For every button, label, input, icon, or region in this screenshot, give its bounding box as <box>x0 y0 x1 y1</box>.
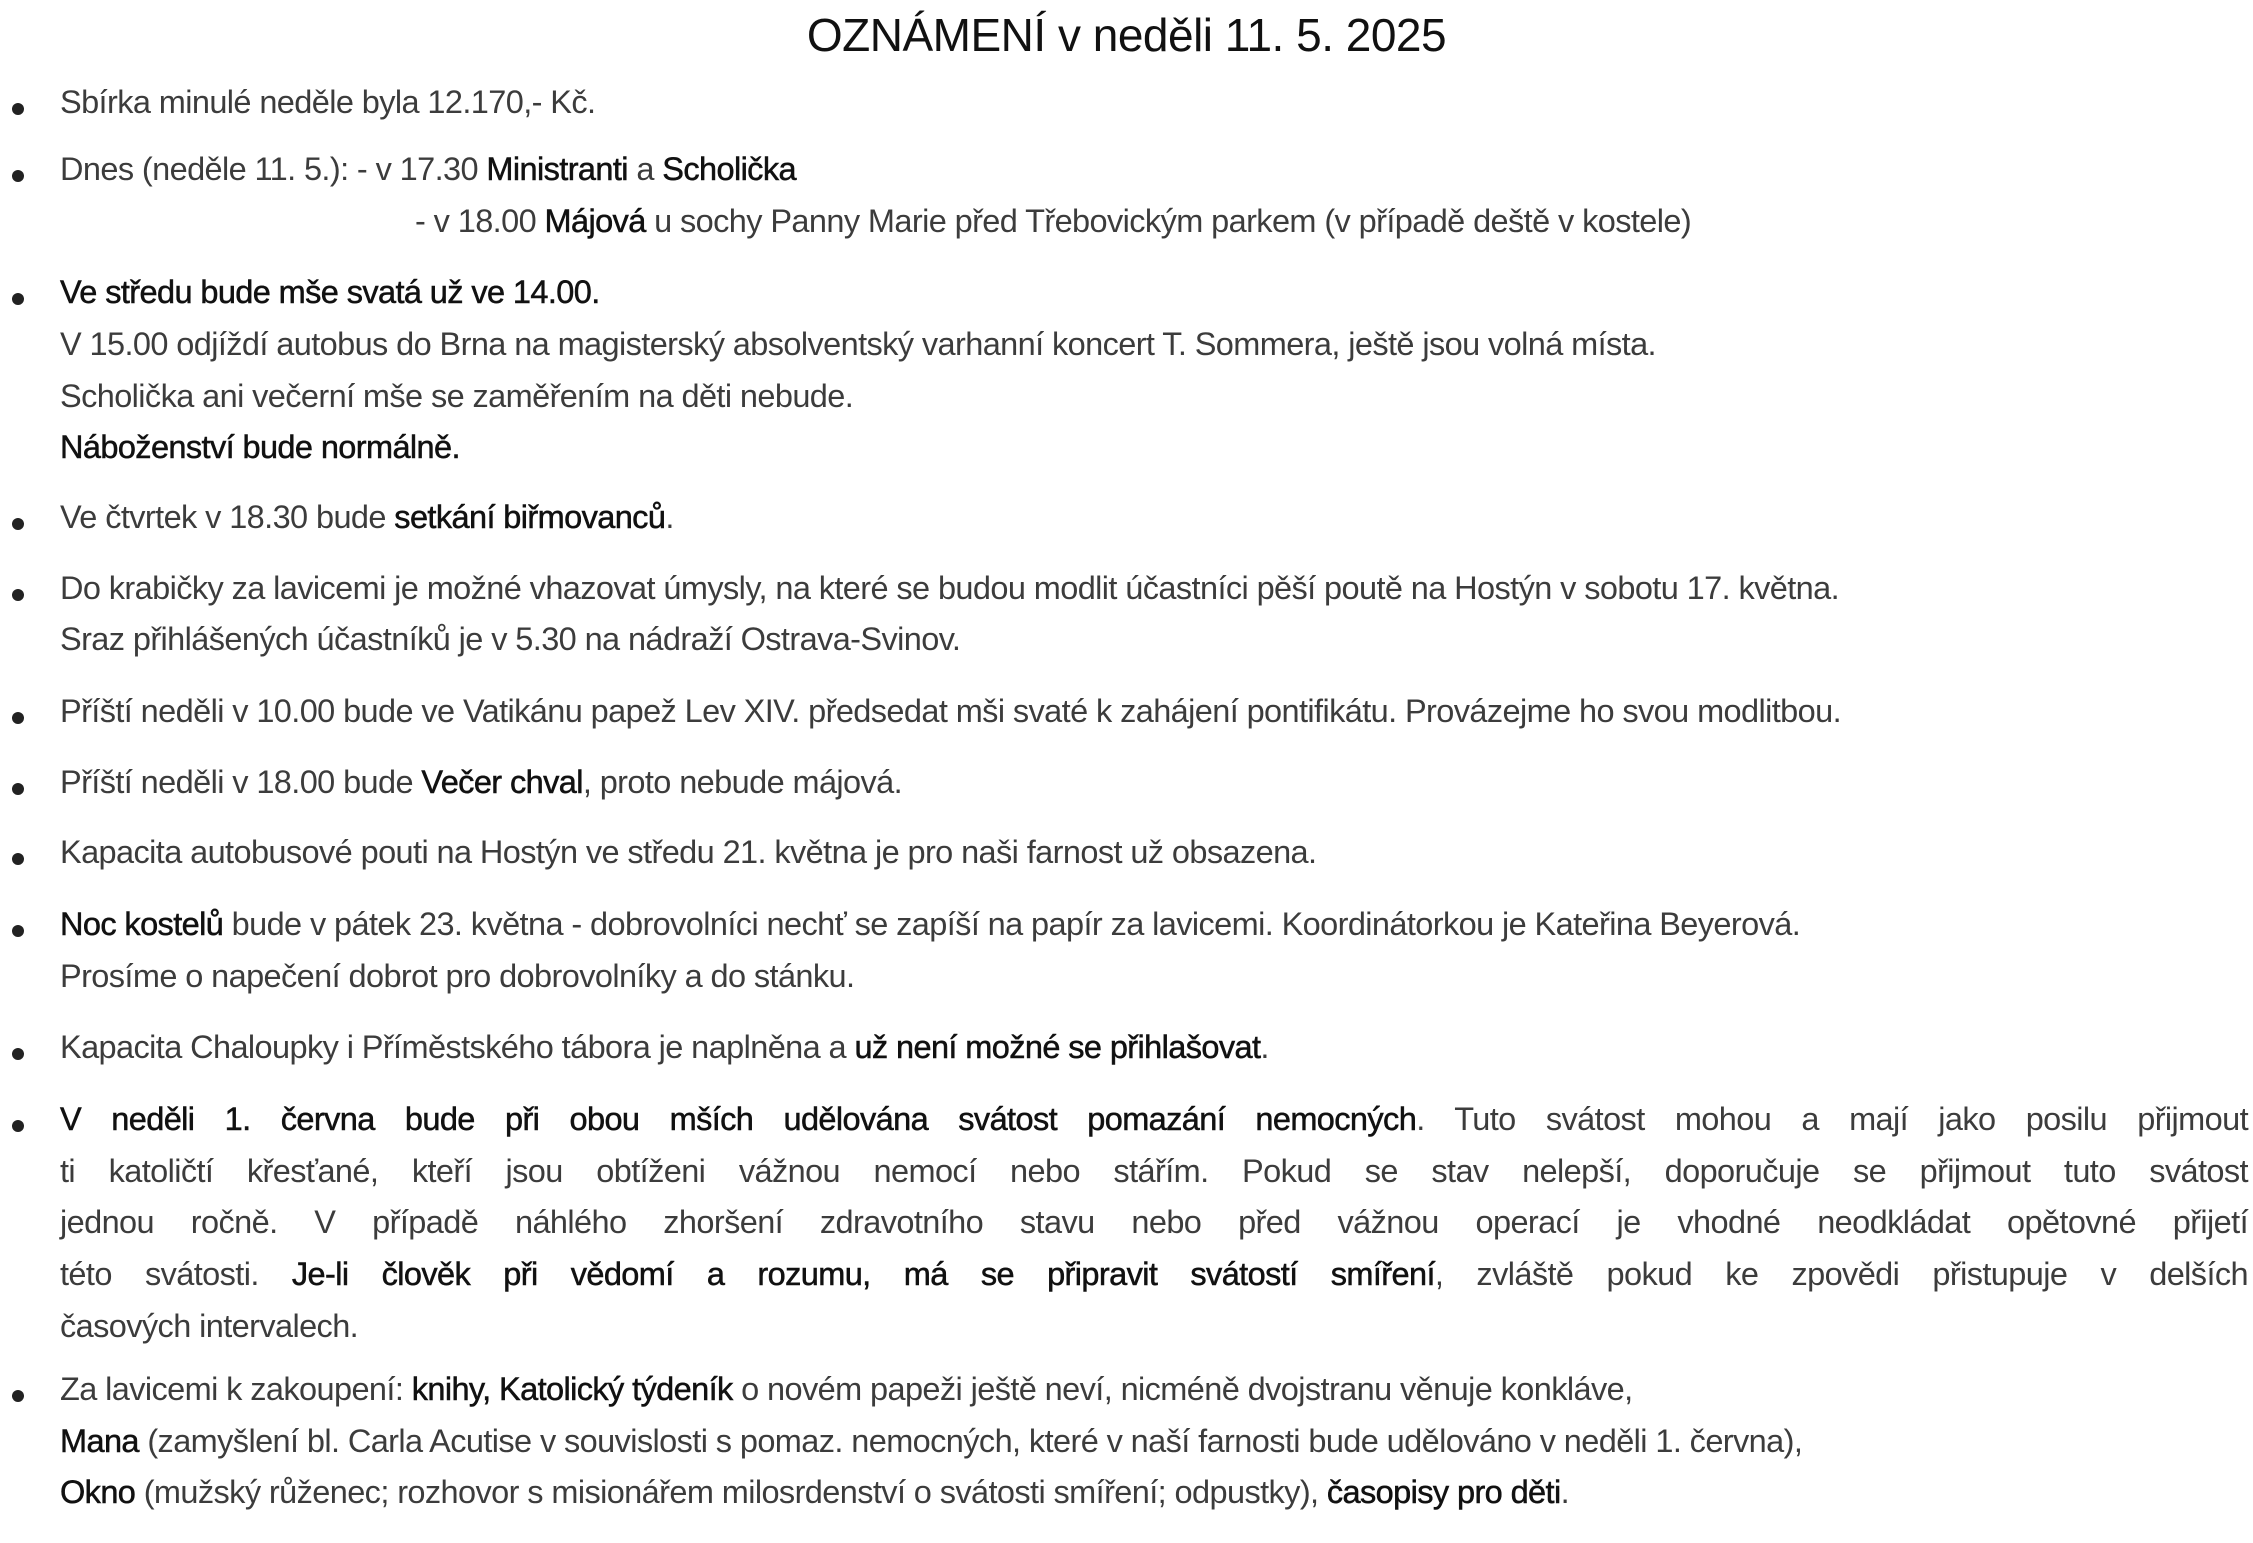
text: časových intervalech. <box>60 1308 359 1344</box>
bold-text: Scholička <box>662 151 796 187</box>
announcement-line <box>60 151 796 188</box>
text: této svátosti. <box>60 1256 292 1292</box>
page-title: OZNÁMENÍ v neděli 11. 5. 2025 <box>806 9 1447 61</box>
announcement-line <box>60 378 853 415</box>
announcement-line <box>60 834 1316 871</box>
text: Příští neděli v 18.00 bude <box>60 764 422 800</box>
bullet-icon <box>12 170 24 182</box>
announcement-line <box>60 429 460 466</box>
bold-text: Mana <box>60 1423 139 1459</box>
announcement-line <box>60 1474 1569 1511</box>
text: u sochy Panny Marie před Třebovickým parkem (v případě deště v kostele) <box>645 203 1692 239</box>
text: Příští neděli v 10.00 bude ve Vatikánu papež Lev XIV. předsedat mši svaté k zahájení pontifikátu. Provázejme ho svou modlitbou. <box>60 693 1842 729</box>
bold-text: Májová <box>544 203 646 239</box>
announcement-line <box>60 958 854 995</box>
bullet-icon <box>12 853 24 865</box>
announcement-line <box>60 1029 1269 1066</box>
announcement-line <box>60 1423 1802 1460</box>
text: Ve čtvrtek v 18.30 bude <box>60 499 395 535</box>
text: . Tuto svátost mohou a mají jako posilu přijmout <box>1416 1101 2249 1137</box>
announcement-line <box>60 906 1800 943</box>
text: Za lavicemi k zakoupení: <box>60 1371 412 1407</box>
bold-text: Je-li člověk při vědomí a rozumu, má se připravit svátostí smíření <box>291 1256 1435 1292</box>
bold-text: Ministranti <box>486 151 628 187</box>
bold-text: V neděli 1. června bude při obou mších udělována svátost pomazání nemocných <box>60 1101 1417 1137</box>
bullet-icon <box>12 1390 24 1402</box>
announcement-line <box>60 1308 358 1345</box>
text: (zamyšlení bl. Carla Acutise v souvislosti s pomaz. nemocných, které v naší farnosti bude udělováno v neděli 1. června), <box>138 1423 1803 1459</box>
bold-text: setkání biřmovanců <box>394 499 666 535</box>
text: Do krabičky za lavicemi je možné vhazovat úmysly, na které se budou modlit účastníci pěší poutě na Hostýn v sobotu 17. května. <box>60 570 1840 606</box>
text: Kapacita autobusové pouti na Hostýn ve středu 21. května je pro naši farnost už obsazena. <box>60 834 1317 870</box>
bullet-icon <box>12 293 24 305</box>
announcement-line <box>415 203 1691 240</box>
text: a <box>627 151 663 187</box>
bullet-icon <box>12 783 24 795</box>
bold-text: Noc kostelů <box>60 906 224 942</box>
text: ti katoličtí křesťané, kteří jsou obtíženi vážnou nemocí nebo stářím. Pokud se stav nelepší, doporučuje se přijmout tuto svátost <box>60 1153 2248 1189</box>
announcement-line <box>60 1153 2248 1190</box>
announcement-line <box>60 274 600 311</box>
announcement-line <box>60 1204 2248 1241</box>
announcement-line <box>60 84 595 121</box>
text: Sraz přihlášených účastníků je v 5.30 na nádraží Ostrava-Svinov. <box>60 621 961 657</box>
bullet-icon <box>12 1120 24 1132</box>
bold-text: Večer chval <box>421 764 583 800</box>
bold-text: Náboženství bude normálně. <box>60 429 460 465</box>
bullet-icon <box>12 103 24 115</box>
text: V 15.00 odjíždí autobus do Brna na magisterský absolventský varhanní koncert T. Sommera, ještě jsou volná místa. <box>60 326 1656 362</box>
bold-text: už není možné se přihlašovat <box>854 1029 1261 1065</box>
text: bude v pátek 23. května - dobrovolníci nechť se zapíší na papír za lavicemi. Koordinátorkou je Kateřina Beyerová. <box>223 906 1801 942</box>
bullet-icon <box>12 1048 24 1060</box>
announcement-line <box>60 570 1839 607</box>
text: o novém papeži ještě neví, nicméně dvojstranu věnuje konkláve, <box>732 1371 1633 1407</box>
text: Kapacita Chaloupky i Příměstského tábora je naplněna a <box>60 1029 855 1065</box>
announcement-line <box>60 499 674 536</box>
text: . <box>665 499 674 535</box>
announcement-line <box>60 1101 2248 1138</box>
text: Scholička ani večerní mše se zaměřením na děti nebude. <box>60 378 854 414</box>
announcement-line <box>60 764 902 801</box>
bold-text: Ve středu bude mše svatá už ve 14.00. <box>60 274 600 310</box>
announcement-line <box>60 1371 1633 1408</box>
bullet-icon <box>12 925 24 937</box>
announcement-line <box>60 693 1841 730</box>
text: Dnes (neděle 11. 5.): - v 17.30 <box>60 151 487 187</box>
bold-text: časopisy pro děti <box>1326 1474 1561 1510</box>
bold-text: Okno <box>60 1474 136 1510</box>
text: Sbírka minulé neděle byla 12.170,- Kč. <box>60 84 596 120</box>
text: , proto nebude májová. <box>582 764 903 800</box>
text: (mužský růženec; rozhovor s misionářem milosrdenství o svátosti smíření; odpustky), <box>135 1474 1327 1510</box>
announcement-line <box>60 326 1656 363</box>
text: jednou ročně. V případě náhlého zhoršení zdravotního stavu nebo před vážnou operací je vhodné neodkládat opětovné přijetí <box>60 1204 2248 1240</box>
text: . <box>1260 1029 1269 1065</box>
bullet-icon <box>12 518 24 530</box>
bullet-icon <box>12 712 24 724</box>
bold-text: knihy, Katolický týdeník <box>411 1371 733 1407</box>
announcement-line <box>60 1256 2248 1293</box>
text: - v 18.00 <box>415 203 545 239</box>
text: . <box>1560 1474 1570 1510</box>
announcement-line <box>60 621 960 658</box>
bullet-icon <box>12 589 24 601</box>
text: Prosíme o napečení dobrot pro dobrovolníky a do stánku. <box>60 958 855 994</box>
text: , zvláště pokud ke zpovědi přistupuje v delších <box>1434 1256 2248 1292</box>
